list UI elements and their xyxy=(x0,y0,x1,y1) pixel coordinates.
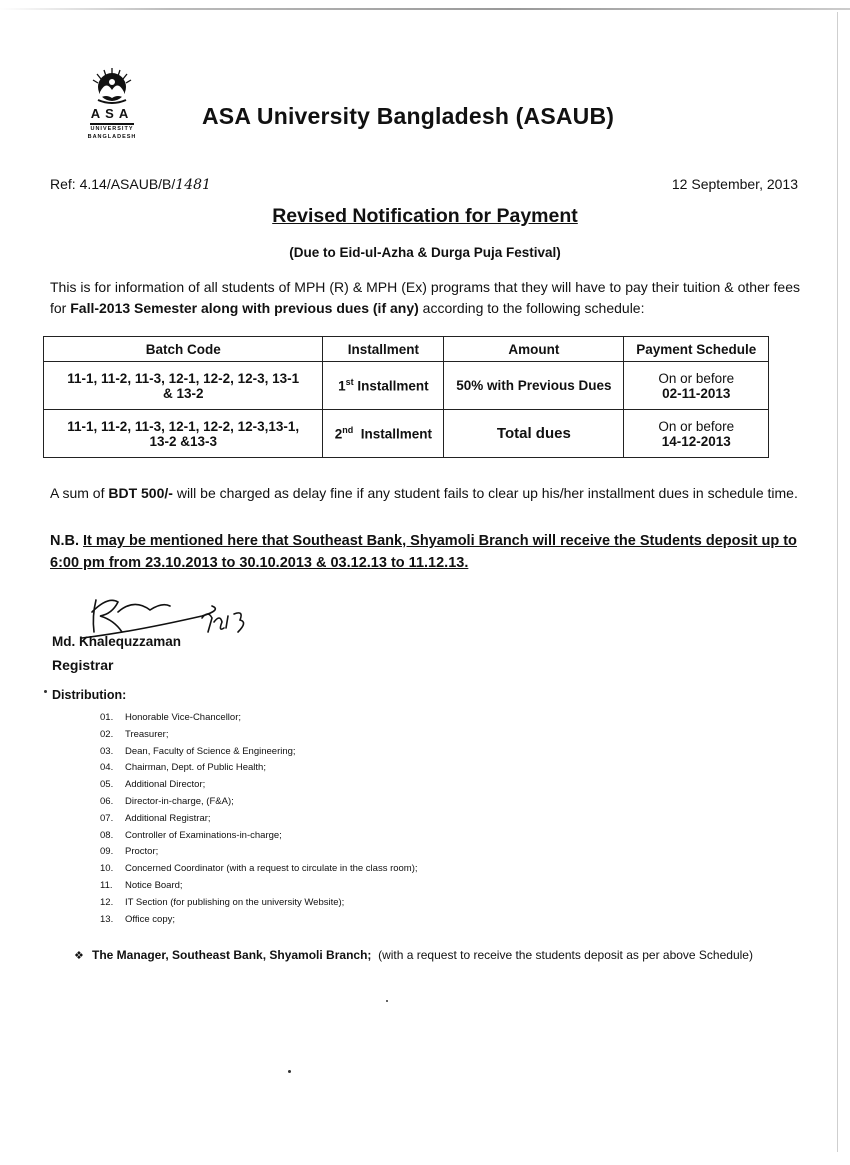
batch-code-cell xyxy=(44,410,323,458)
reference-number xyxy=(50,176,211,193)
intro-text-bold: Fall-2013 Semester along with previous dues (if any) xyxy=(70,300,419,316)
installment-number: 1 xyxy=(338,378,346,394)
list-item-number: 09. xyxy=(100,846,114,858)
batch-code-line: 13-2 &13-3 xyxy=(149,433,217,449)
nb-label: N.B. xyxy=(50,533,84,549)
list-item-number: 01. xyxy=(100,712,114,723)
list-item-text: Dean, Faculty of Science & Engineering; xyxy=(125,745,296,757)
intro-paragraph xyxy=(50,277,800,319)
list-item-text: Concerned Coordinator (with a request to circulate in the class room); xyxy=(125,863,418,875)
signatory-title: Registrar xyxy=(52,657,114,673)
delay-fine-paragraph xyxy=(50,483,800,504)
list-item-number: 11. xyxy=(100,879,113,891)
list-item-text: Notice Board; xyxy=(125,879,183,891)
list-item-text: Additional Director; xyxy=(125,779,206,791)
intro-text-end: according to the following schedule: xyxy=(418,300,645,316)
scan-speck xyxy=(386,1000,388,1002)
distribution-list xyxy=(100,710,418,928)
list-item-text: IT Section (for publishing on the university Website); xyxy=(125,896,345,908)
schedule-date: 02-11-2013 xyxy=(662,385,731,401)
scan-speck xyxy=(44,690,47,693)
batch-code-line: 11-1, 11-2, 11-3, 12-1, 12-2, 12-3,13-1, xyxy=(67,418,300,434)
installment-cell xyxy=(323,410,444,458)
list-item xyxy=(100,878,418,895)
schedule-cell xyxy=(624,410,769,458)
fine-text-end: will be charged as delay fine if any student fails to clear up his/her installment dues in schedule time. xyxy=(172,485,798,501)
sun-hands-emblem-icon xyxy=(84,66,140,106)
list-item-number: 13. xyxy=(100,913,114,925)
notice-subtitle: (Due to Eid-ul-Azha & Durga Puja Festival) xyxy=(289,245,561,260)
amount-cell: Total dues xyxy=(444,410,624,458)
list-item xyxy=(100,777,418,794)
logo-divider xyxy=(90,123,134,125)
signatory-name: Md. Khalequzzaman xyxy=(52,634,182,649)
header-installment: Installment xyxy=(323,337,444,362)
list-item-text: Office copy; xyxy=(125,913,175,925)
list-item-number: 08. xyxy=(100,829,114,841)
list-item xyxy=(100,861,418,878)
list-item xyxy=(100,844,418,861)
bank-manager-note: (with a request to receive the students deposit as per above Schedule) xyxy=(371,948,753,962)
table-row xyxy=(44,410,769,458)
list-item xyxy=(100,760,418,777)
amount-cell: 50% with Previous Dues xyxy=(444,362,624,410)
list-item-text: Additional Registrar; xyxy=(125,812,211,824)
schedule-date: 14-12-2013 xyxy=(661,433,731,449)
table-header-row xyxy=(44,337,769,362)
list-item-text: Treasurer; xyxy=(125,728,169,740)
reference-label: Ref: 4.14/ASAUB/B/ xyxy=(50,176,176,192)
logo-subtitle-line2: BANGLADESH xyxy=(87,134,137,140)
intro-text-start: This is for information of all students of MPH (R) & MPH (Ex) programs that they will have to pay their tuition & other fees for xyxy=(50,279,800,316)
fine-amount: BDT 500/- xyxy=(108,485,173,501)
list-item-number: 12. xyxy=(100,896,114,908)
batch-code-line: & 13-2 xyxy=(162,385,204,401)
installment-cell xyxy=(323,362,444,410)
list-item xyxy=(100,912,418,929)
installment-label: Installment xyxy=(353,378,429,394)
list-item xyxy=(100,794,418,811)
header-payment-schedule: Payment Schedule xyxy=(624,337,769,362)
notice-title: Revised Notification for Payment xyxy=(272,205,578,227)
list-item xyxy=(100,828,418,845)
schedule-label: On or before xyxy=(658,370,735,386)
batch-code-line: 11-1, 11-2, 11-3, 12-1, 12-2, 12-3, 13-1 xyxy=(67,370,300,386)
list-item-text: Director-in-charge, (F&A); xyxy=(125,795,234,807)
list-item xyxy=(100,744,418,761)
list-item-text: Chairman, Dept. of Public Health; xyxy=(125,762,266,774)
list-item-number: 07. xyxy=(100,812,114,824)
list-item xyxy=(100,710,418,727)
list-item-text: Controller of Examinations-in-charge; xyxy=(125,829,282,841)
bank-manager-copy xyxy=(74,948,753,962)
bank-manager-name: The Manager, Southeast Bank, Shyamoli Branch; xyxy=(92,948,372,962)
list-item-number: 10. xyxy=(100,863,114,875)
scan-edge-top xyxy=(0,8,850,10)
logo-subtitle-line1: UNIVERSITY xyxy=(90,126,134,132)
handwritten-reference-no: 1481 xyxy=(175,177,211,193)
list-item xyxy=(100,727,418,744)
installment-label: Installment xyxy=(353,426,432,442)
header-batch-code: Batch Code xyxy=(44,337,323,362)
list-item xyxy=(100,895,418,912)
list-item-number: 05. xyxy=(100,779,114,791)
nb-text: It may be mentioned here that Southeast Bank, Shyamoli Branch will receive the Students deposit up to 6:00 pm from 23.10.2013 to 30.10.2013 & 03.12.13 to 11.12.13. xyxy=(50,533,797,571)
batch-code-cell xyxy=(44,362,323,410)
list-item-number: 02. xyxy=(100,728,114,740)
installment-ordinal: nd xyxy=(342,425,354,436)
nota-bene xyxy=(50,530,800,574)
scan-speck xyxy=(288,1070,291,1073)
payment-schedule-table xyxy=(43,336,769,458)
schedule-label: On or before xyxy=(658,418,735,434)
list-item-number: 04. xyxy=(100,762,114,774)
fine-text-start: A sum of xyxy=(50,485,109,501)
distribution-title: Distribution: xyxy=(52,688,127,702)
issue-date: 12 September, 2013 xyxy=(671,176,798,192)
list-item-number: 06. xyxy=(100,795,114,807)
header-amount: Amount xyxy=(444,337,624,362)
university-name: ASA University Bangladesh (ASAUB) xyxy=(202,103,615,129)
installment-number: 2 xyxy=(334,426,343,442)
table-row xyxy=(44,362,769,410)
university-logo xyxy=(84,66,140,146)
list-item-text: Honorable Vice-Chancellor; xyxy=(125,712,241,723)
list-item xyxy=(100,811,418,828)
list-item-text: Proctor; xyxy=(125,846,159,858)
logo-acronym: ASA xyxy=(90,106,134,121)
diamond-bullet-icon: ❖ xyxy=(74,950,84,962)
scan-edge-right xyxy=(837,12,838,1152)
installment-ordinal: st xyxy=(345,377,354,388)
list-item-number: 03. xyxy=(100,745,114,757)
schedule-cell xyxy=(624,362,769,410)
